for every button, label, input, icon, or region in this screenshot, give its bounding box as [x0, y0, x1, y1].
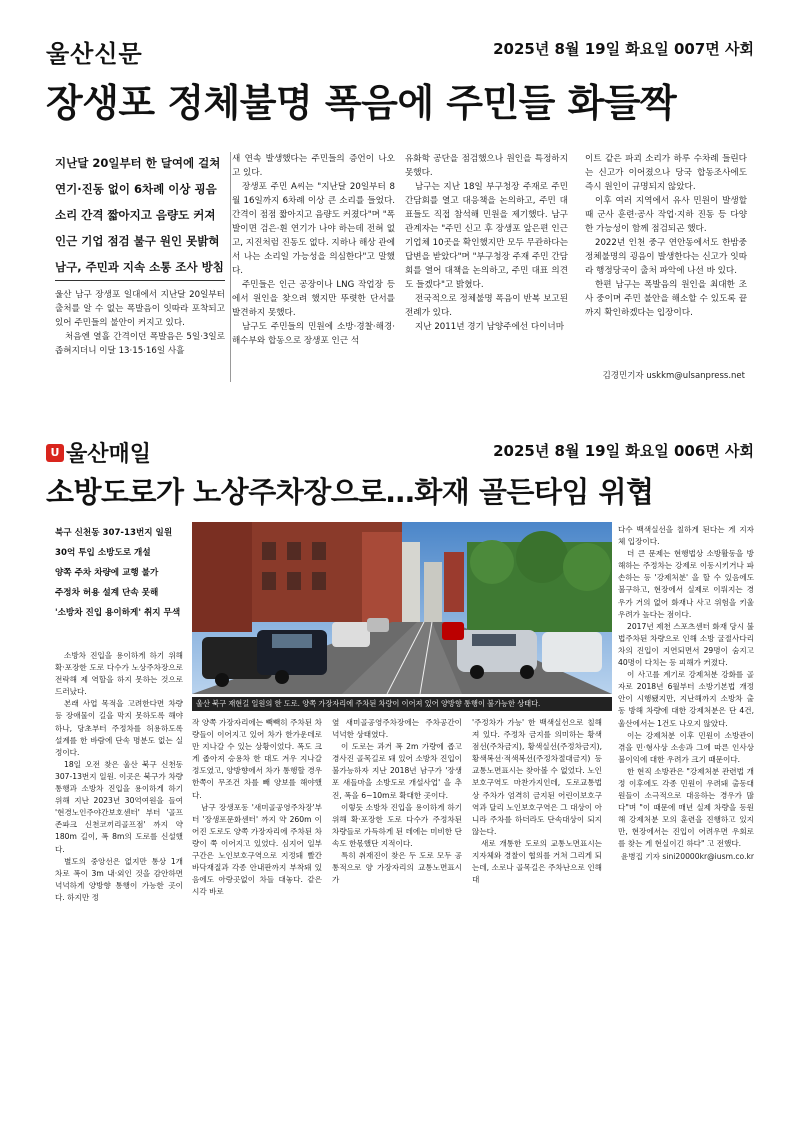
- subhead: 30억 투입 소방도로 개설: [55, 548, 151, 558]
- paragraph: 이렇듯 소방차 진입을 용이하게 하기 위해 확·포장한 도로 다수가 주정차된 차량들로 가득하게 된 데에는 미비한 단속도 한몫했단 지적이다.: [332, 802, 462, 848]
- paragraph: 옆 새미골공영주차장에는 주차공간이 넉넉한 상태였다.: [332, 718, 462, 740]
- subhead: '소방차 진입 용이하게' 취지 무색: [55, 608, 181, 618]
- paragraph: '주정차가 가능' 한 백색실선으로 칠해져 있다. 주정차 금지를 의미하는 황색점선(주차금지), 황색실선(주정차금지), 황색복선·적색복선(주정차절대금지) 등 교통노면표시는 찾아볼 수 없었다. 노인보호구역도 마찬가지인데, 도로교통법 상 주차가 엄격히 금지된 어린이보호구역과 달리 노인보호구역은 그 대상이 아니라 주차를 하더라도 단속대상이 되지 않는다.: [472, 718, 602, 836]
- newspaper-logo-ulsan-maeil: [46, 437, 151, 468]
- paragraph: 새로 개통한 도로의 교통노면표시는 지자체와 경찰이 협의를 거쳐 그리게 되는데, 소로나 골목길은 주차난으로 인해 대: [472, 838, 602, 885]
- paragraph: 작 양쪽 가장자리에는 빽빽히 주차된 차량들이 이어지고 있어 차가 한가운데로만 지나갈 수 있는 상황이었다. 폭도 크게 좁아져 승용차 한 대도 겨우 지나갈 정도였고, 양방향에서 차가 통행할 경우 한쪽이 무조건 차를 빼 양보를 해야했다.: [192, 718, 322, 800]
- paragraph: 장생포 주민 A씨는 "지난달 20일부터 8월 16일까지 6차례 이상 큰 소리를 들었다. 간격이 점점 짧아지고 음량도 커졌다"며 "폭발이면 검은·흰 연기가 나야 하는데 전혀 없고, 지진처럼 진동도 없다. 지하나 해상 관에서 나는 소리일 가능성을 의심한다"고 말했다.: [232, 182, 395, 276]
- newspaper-logo-ulsan-shinmun: 울산신문: [46, 39, 143, 68]
- paragraph: 처음엔 열흘 간격이던 폭발음은 5일·3일로 좁혀지더니 이달 13·15·16일 사흘: [55, 332, 225, 356]
- paragraph: 유화학 공단을 점검했으나 원인을 특정하지 못했다.: [405, 154, 568, 178]
- paragraph: 이 사고를 계기로 강제처분 강화를 골자로 2018년 6월부터 소방기본법 개정안이 시행됐지만, 지난해까지 소방차 출동 방해 차량에 대한 강제처분은 단 4건, 울산에서는 1건도 나오지 않았다.: [618, 670, 754, 728]
- subhead: 남구, 주민과 지속 소통 조사 방침: [55, 260, 224, 274]
- paragraph: 남구도 주민들의 민원에 소방·경찰·해경·해수부와 합동으로 장생포 인근 석: [232, 322, 395, 346]
- article1-column-4: [585, 152, 747, 366]
- paragraph: 주민들은 인근 공장이나 LNG 작업장 등에서 원인을 찾으려 했지만 뚜렷한 단서를 발견하지 못했다.: [232, 280, 395, 318]
- paragraph: 2017년 제천 스포츠센터 화재 당시 불법주차된 차량으로 인해 소방 굴절사다리차의 진입이 지연되면서 29명이 숨지고 40명이 다치는 등 피해가 커졌다.: [618, 621, 754, 668]
- subhead: 양쪽 주차 차량에 교행 불가: [55, 568, 159, 578]
- paragraph: 본래 사업 목적을 고려한다면 차량 등 장애물이 길을 막지 못하도록 해야 하나, 당초부터 주정차를 허용하도록 설계를 한 바람에 단속 명분도 없는 실정이다.: [55, 699, 183, 757]
- subhead: 소리 간격 짧아지고 음량도 커져: [55, 208, 216, 222]
- column-divider: [230, 152, 231, 382]
- paragraph: 별도의 중앙선은 없지만 통상 1개 차로 폭이 3m 내·외인 것을 감안하면 넉넉하게 양방향 통행이 가능한 곳이다. 하지만 정: [55, 856, 183, 902]
- subhead: 연기·진동 없이 6차례 이상 굉음: [55, 182, 217, 196]
- photo-caption: 울산 북구 재현길 일원의 한 도로. 양쪽 가장자리에 주차된 차량이 이어져 있어 양방향 통행이 불가능한 상태다.: [192, 697, 612, 711]
- paragraph: 지난 2011년 경기 남양주에선 다이너마: [415, 322, 565, 332]
- paragraph: 더 큰 문제는 현행법상 소방활동을 방해하는 주정차는 강제로 이동시키거나 파손하는 등 '강제처분' 을 할 수 있음에도 불구하고, 현장에서 실제로 이뤄지는 경우가 거의 없어 화재나 사고 위험을 키울 우려가 높다는 점이다.: [618, 549, 754, 619]
- paragraph: 18일 오전 찾은 울산 북구 신천동 307-13번지 일원. 이곳은 북구가 차량통행과 소방차 진입을 용이하게 하기 위해 지난 2023년 30억여원을 들여 '현경노인주야간보호센터' 부터 '골프존파크 신천코끼리골프점' 까지 약 180m 길이, 폭 8m의 도로를 신설했다.: [55, 759, 183, 854]
- article2-subheads: [55, 523, 185, 623]
- road-photo-illustration: [192, 522, 612, 694]
- article2-date-page: 2025년 8월 19일 화요일 006면 사회: [493, 442, 754, 460]
- article2-column-2: [192, 717, 322, 897]
- article2-byline: 윤병집 기자 sini20000kr@iusm.co.kr: [620, 852, 754, 861]
- article1-column-2: [232, 152, 395, 382]
- article1-column-3: [405, 152, 568, 382]
- article1-column-1: [55, 288, 225, 383]
- news-photo-parked-cars-road: [192, 522, 612, 694]
- paragraph: 이는 강제처분 이후 민원이 소방관이 겪을 민·형사상 소송과 그에 따른 인사상 불이익에 대한 우려가 크기 때문이다.: [618, 730, 754, 764]
- paragraph: 울산 남구 장생포 일대에서 지난달 20일부터 출처를 알 수 없는 폭발음이 잇따라 포착되고 있어 주민들의 불안이 커지고 있다.: [55, 290, 225, 328]
- ulsan-maeil-logo-icon: U: [46, 444, 64, 462]
- paragraph: 소방차 진입을 용이하게 하기 위해 확·포장한 도로 다수가 노상주차장으로 전락해 제 역할을 하지 못하는 것으로 드러났다.: [55, 651, 183, 697]
- paragraph: 이트 같은 파괴 소리가 하루 수차례 들린다는 신고가 이어졌으나 당국 합동조사에도 즉시 원인이 규명되지 않았다.: [585, 154, 747, 192]
- subhead: 북구 신천동 307-13번지 일원: [55, 528, 173, 538]
- article2-column-4: [472, 717, 602, 885]
- paragraph: 한 현직 소방관은 "강제처분 관련법 개정 이후에도 각종 민원이 우려돼 출동대원들이 소극적으로 대응하는 경우가 많다"며 "이 때문에 매년 실제 차량을 동원해 강제처분 모의 훈련을 진행하고 있지만, 현장에서는 진입이 어려우면 우회로를 찾는 게 현실이긴 하다" 고 전했다.: [618, 766, 754, 849]
- article1-date-page: 2025년 8월 19일 화요일 007면 사회: [493, 40, 754, 58]
- paragraph: 한편 남구는 폭발음의 원인을 최대한 조사 중이며 주민 불안을 해소할 수 있도록 끝까지 확인하겠다는 입장이다.: [585, 280, 747, 318]
- paragraph: 전국적으로 정체불명 폭음이 반복 보고된 전례가 있다.: [405, 294, 568, 318]
- paragraph: 다수 백색실선을 칠하게 된다는 게 지자체 입장이다.: [618, 525, 754, 547]
- paragraph: 새 연속 발생했다는 주민들의 증언이 나오고 있다.: [232, 154, 395, 178]
- article1-subheads: [55, 150, 225, 280]
- paragraph: 남구는 지난 18일 부구청장 주재로 주민 간담회를 열고 대응책을 논의하고, 주민 대표들도 직접 참석해 민원을 제기했다. 남구 관계자는 "주민 신고 후 장생포 앞은편 인근 기업체 10곳을 확인했지만 모두 무관하다는 답변을 받았다"며 "부구청장 주재 주민 간담회를 열어 대책을 논의하고, 주민 대표 의견도 들겠다"고 밝혔다.: [405, 182, 568, 290]
- paragraph: 특히 취재진이 찾은 두 도로 모두 공통적으로 양 가장자리의 교통노면표시가: [332, 851, 462, 885]
- subhead: 지난달 20일부터 한 달여에 걸쳐: [55, 156, 221, 170]
- article2-column-1: [55, 650, 183, 902]
- article2-column-3: [332, 717, 462, 885]
- paragraph: 2022년 인천 중구 연안동에서도 한밤중 정체불명의 굉음이 발생한다는 신고가 잇따라 행정당국이 출처 파악에 나선 바 있다.: [585, 238, 747, 276]
- subhead: 인근 기업 점검 불구 원인 못밝혀: [55, 234, 220, 248]
- article2-headline: 소방도로가 노상주차장으로…화재 골든타임 위협: [46, 475, 654, 509]
- subhead: 주정차 허용 설계 단속 못해: [55, 588, 159, 598]
- article1-headline: 장생포 정체불명 폭음에 주민들 화들짝: [46, 81, 677, 125]
- paragraph: 이후 여러 지역에서 유사 민원이 발생할 때 군사 훈련·공사 작업·지하 진동 등 다양한 가능성이 함께 점검되곤 했다.: [585, 196, 747, 234]
- paragraph: 이 도로는 과거 폭 2m 가량에 좁고 경사진 골목길로 돼 있어 소방차 진입이 불가능하자 지난 2018년 남구가 '장생포 새들마을 소방도로 개설사업' 을 추진, 폭을 6~10m로 확대한 곳이다.: [332, 742, 462, 800]
- divider: [55, 280, 225, 281]
- newspaper-name: 울산매일: [66, 441, 152, 467]
- paragraph: 남구 장생포동 '새미골공영주차장'부터 '장생포문화센터' 까지 약 260m 이어진 도로도 양쪽 가장자리에 주차된 차량이 쭉 이어지고 있었다. 심지어 일부 구간은 노인보호구역으로 지정돼 빨간 바닥재질과 각종 안내판까지 부착돼 있음에도 아랑곳없이 차들 대놓다. 같은 시각 바로: [192, 802, 322, 897]
- article2-column-5: [618, 524, 754, 849]
- article1-byline: 김경민기자 uskkm@ulsanpress.net: [602, 371, 745, 381]
